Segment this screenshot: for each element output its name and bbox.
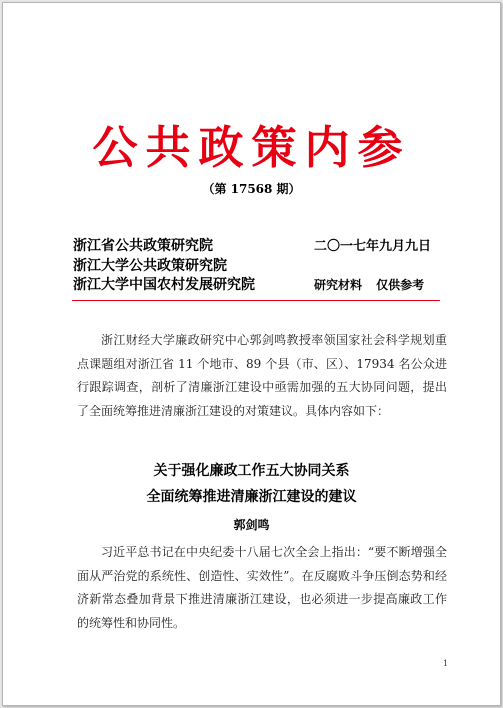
issuer-name: 浙江大学公共政策研究院 <box>73 257 227 274</box>
document-page <box>2 2 501 706</box>
issuer-name: 浙江省公共政策研究院 <box>73 238 213 254</box>
issuer-list <box>73 237 255 296</box>
issue-date: 二〇一七年九月九日 <box>314 239 432 254</box>
article-title-line-2: 全面统筹推进清廉浙江建设的建议 <box>146 489 357 505</box>
body-paragraph: 习近平总书记在中央纪委十八届七次全会上指出：“要不断增强全面从严治党的系统性、创造性、实效性”。在反腐败斗争压倒态势和经济新常态叠加背景下推进清廉浙江建设，也必须进一步提高廉政工作的统筹性和协同性。 <box>77 545 447 630</box>
reference-note: 研究材料 仅供参考 <box>314 278 425 292</box>
page-number: 1 <box>443 659 449 668</box>
intro-paragraph: 浙江财经大学廉政研究中心郭剑鸣教授率领国家社会科学规划重点课题组对浙江省 11 个地市、89 个县（市、区）、17934 名公众进行跟踪调查，剖析了清廉浙江建设中亟需加强的五大协同问题，提出了全面统筹推进清廉浙江建设的对策建议。具体内容如下： <box>77 333 447 418</box>
issuer-name: 浙江大学中国农村发展研究院 <box>73 277 255 293</box>
article-author: 郭剑鸣 <box>233 518 270 532</box>
issue-number: （第 17568 期） <box>202 182 301 196</box>
masthead-title: 公共政策内参 <box>92 121 411 174</box>
article-title-line-1: 关于强化廉政工作五大协同关系 <box>153 463 350 479</box>
red-divider <box>72 300 440 301</box>
